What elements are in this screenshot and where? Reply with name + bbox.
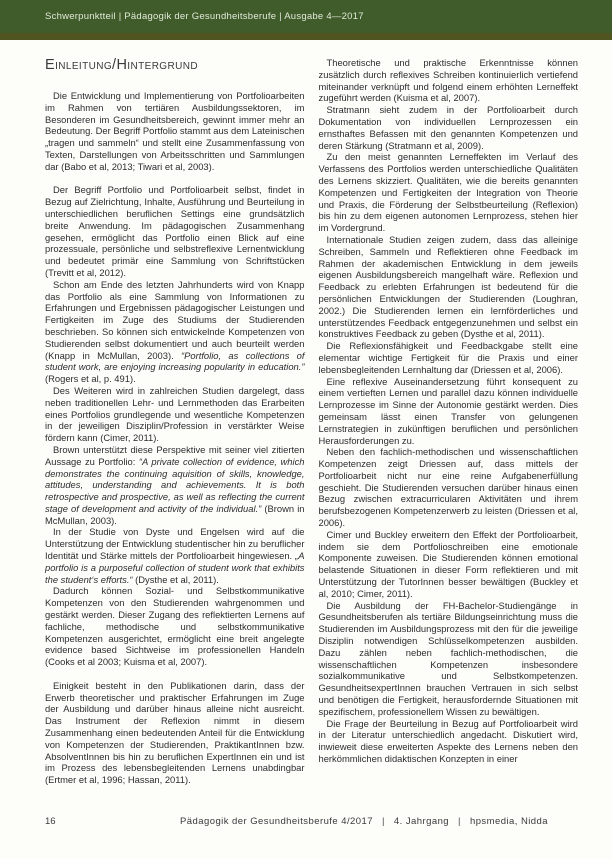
text-run: Brown unterstützt diese Perspektive mit seiner viel zitierten Aussage zu Portfolio:	[45, 443, 305, 467]
text-run: Einigkeit besteht in den Publikationen darin, dass der Erwerb theoretischer und praktischer Erfahrungen im Zuge der Ausbildung und darüber hinaus alleine nicht ausreicht. Das Instrument der Reflexion nimmt in diesem Zusammenhang einen bedeutenden Anteil für die Entwicklung von Kompetenzen der Studierenden, PraktikantInnen bzw. AbsolventInnen bis hin zu beruflichen ExpertInnen ein und ist im Prozess des lebensbegleitenden Lernens unabdingbar (Ertmer et al, 1996; Hassan, 2011).	[45, 679, 305, 786]
text-run: Die Reflexionsfähigkeit und Feedbackgabe stellt eine elementar wichtige Fertigkeit für die Praxis und einer lebensbegleitenden Lernhaltung dar (Driessen et al, 2006).	[318, 340, 578, 375]
section-heading: Einleitung/Hintergrund	[45, 57, 198, 73]
paragraph	[45, 385, 305, 444]
text-run: Die Frage der Beurteilung in Bezug auf Portfolioarbeit wird in der Literatur unterschiedlich angedacht. Diskutiert wird, inwieweit diese erweiterten Aspekte des Lernens neben den herkömmlichen didaktischen Konzepten in einer	[318, 717, 578, 765]
footer-separator: |	[458, 816, 461, 827]
paragraph	[319, 57, 579, 104]
paragraph	[319, 234, 579, 340]
text-run: Die Ausbildung der FH-Bachelor-Studiengänge in Gesundheitsberufen als tertiäre Bildungseinrichtung muss die Studierenden im Ausbildungsprozess mit den für die jeweilige Disziplin notwendigen Schlüsselkompetenzen ausbilden. Dazu zählen neben fachlich-methodischen, die wissenschaftlichen Kompetenzen insbesondere sozialkommunikative und Selbstkompetenzen. GesundheitsexpertInnen brauchen Vertrauen in sich selbst und benötigen die Fertigkeit, herausfordernde Situationen mit spezifischem, professionellem Wissen zu bewältigen.	[318, 599, 578, 717]
paragraph	[45, 585, 305, 668]
page-number: 16	[45, 816, 56, 827]
header-stripe	[0, 33, 612, 40]
paragraph	[45, 680, 305, 786]
text-run: (Brown in McMullan, 2003).	[45, 502, 305, 526]
paragraph	[319, 340, 579, 375]
text-run: In der Studie von Dyste und Engelsen wird auf die Unterstützung der Entwicklung studentischer hin zu beruflicher Identität und Stärke mittels der Portfolioarbeit hingewiesen.	[45, 526, 305, 562]
text-run: Internationale Studien zeigen zudem, dass das alleinige Schreiben, Sammeln und Reflektieren ohne Feedback im Rahmen der akademischen Entwicklung in dem jeweils eigenen Ausbildungsbereich mangelhaft wäre. Reflexion und Feedback zu erlebten Erfahrungen ist bedeutend für die persönlichen Entwicklungen der Studierenden (Loughran, 2002.) Die Studierenden lernen ein lernförderliches und unterstützendes Feedback entgegenzunehmen und selbst ein konstruktives Feedback zu geben (Dysthe et al, 2011).	[318, 233, 578, 340]
footer-volume: 4. Jahrgang	[393, 816, 450, 827]
paragraph	[319, 376, 579, 447]
text-run: (Dysthe et al, 2011).	[132, 573, 219, 585]
paragraph	[45, 90, 305, 173]
quote-run: „A portfolio is a purposeful collection of student work that exhibits the student‘s efforts.“	[45, 550, 305, 585]
footer-separator: |	[381, 816, 385, 827]
text-column-left	[45, 57, 305, 786]
quote-run: “Portfolio, as collections of student work, are enjoying increasing popularity in education.”	[45, 349, 305, 373]
text-run: Dadurch können Sozial- und Selbstkommunikative Kompetenzen von den Studierenden wahrgenommen und gestärkt werden. Dieser Zugang des reflektierten Lernens auf fachliche, methodische und selbstkommunikative Kompetenzen ausgerichtet, ermöglicht eine breit angelegte evidence based Sichtweise im professionellen Handeln (Cooks et al 2003; Kuisma et al, 2007).	[45, 585, 305, 668]
header-title: Schwerpunktteil | Pädagogik der Gesundheitsberufe | Ausgabe 4—2017	[45, 11, 364, 22]
text-run: Zu den meist genannten Lerneffekten im Verlauf des Verfassens des Portfolios werden unterschiedliche Qualitäten des Lernens skizziert. Qualitäten, wie die bereits genannten Kompetenzen und Fertigkeiten der Integration von Theorie und Praxis, die Förderung der Selbstbeurteilung (Reflexion) bis hin zu dem eigenen autonomen Lernprozess, stehen hier im Vordergrund.	[318, 151, 578, 234]
text-column-right	[319, 57, 579, 786]
paragraph	[319, 446, 579, 529]
text-run: Schon am Ende des letzten Jahrhunderts wird von Knapp das Portfolio als eine Sammlung von Informationen zu Erfahrungen und Ergebnissen pädagogischer Leistungen und Fertigkeiten im Zuge des Studiums der Studierenden beschrieben. So können sich entwickelnde Kompetenzen von Studierenden selbst dokumentiert und auch beurteilt werden (Knapp in McMullan, 2003).	[45, 278, 305, 361]
text-run: Theoretische und praktische Erkenntnisse können zusätzlich durch reflexives Schreiben kontinuierlich vertiefend miteinander verknüpft und folgend einem erhöhten Lerneffekt zugeführt werden (Kuisma et al, 2007).	[318, 57, 578, 104]
text-run: Eine reflexive Auseinandersetzung führt konsequent zu einem vertieften Lernen und parallel dazu können individuelle Lernprozesse im Sinne der Autonomie gestärkt werden. Dies gemeinsam lässt einen Transfer von gelungenen Lernstrategien in zukünftigen beruflichen und persönlichen Herausforderungen zu.	[318, 375, 578, 446]
footer-journal-title: Pädagogik der Gesundheitsberufe 4/2017	[180, 816, 373, 827]
article-body	[45, 57, 578, 786]
header-bar	[0, 0, 612, 33]
paragraph	[319, 104, 579, 151]
paragraph	[319, 718, 579, 765]
paragraph	[45, 526, 305, 585]
footer-publisher: hpsmedia, Nidda	[469, 816, 549, 827]
paragraph	[319, 600, 579, 718]
text-run: Cimer und Buckley erweitern den Effekt der Portfolioarbeit, indem sie dem Portfolioschreiben eine emotionale Komponente zuweisen. Die Studierenden können emotional belastende Situationen in dieser Form reflektieren und mit Unterstützung der TutorInnen besser bewältigen (Buckley et al, 2010; Cimer, 2011).	[318, 528, 578, 599]
text-run: Des Weiteren wird in zahlreichen Studien dargelegt, dass neben traditionellen Lehr- und Lernmethoden das Erarbeiten eines Portfolios grundlegende und wesentliche Kompetenzen in der jeweiligen Disziplin/Profession in verstärkter Weise fördern kann (Cimer, 2011).	[45, 384, 305, 444]
text-run: (Rogers et al, p. 491).	[45, 373, 136, 385]
paragraph	[319, 529, 579, 600]
paragraph	[45, 184, 305, 278]
text-run: Die Entwicklung und Implementierung von Portfolioarbeiten im Rahmen von tertiären Ausbildungssektoren, im Besonderen im Gesundheitsbereich, gewinnt immer mehr an Bedeutung. Der Begriff Portfolio stammt aus dem Lateinischen „tragen und sammeln“ und stellt eine Zusammenfassung von Texten, Darstellungen von Arbeitsschritten und Sammlungen dar (Babo et al, 2013; Tiwari et al, 2003).	[45, 90, 305, 172]
footer-journal-line	[180, 816, 548, 827]
paragraph	[45, 444, 305, 527]
text-run: Stratmann sieht zudem in der Portfolioarbeit durch Dokumentation von individuellen Lernprozessen ein ernsthaftes Befassen mit den genannten Kompetenzen und deren Stärkung (Stratmann et al, 2009).	[318, 104, 578, 151]
text-run: Der Begriff Portfolio und Portfolioarbeit selbst, findet in Bezug auf Zielrichtung, Inhalte, Ausführung und Beurteilung in unterschiedlichen beruflichen Settings eine grundsätzlich breite Anwendung. Im pädagogischen Zusammenhang gesehen, ermöglicht das Portfolio einen Blick auf eine prozessuale, persönliche und selbstreflexive Lernentwicklung und bedeutet primär eine Sammlung von Schriftstücken (Trevitt et al, 2012).	[45, 184, 305, 278]
text-run: Neben den fachlich-methodischen und wissenschaftlichen Kompetenzen zeigt Driessen auf, dass mittels der Portfolioarbeit nicht nur eine reine Aufgabenerfüllung geschieht. Die Studierenden versuchen darüber hinaus einen Bezug zwischen extracurricularen Aktivitäten und ihrem berufsbezogenen Kompetenzerwerb zu leisten (Driessen et al, 2006).	[318, 446, 578, 529]
quote-run: “A private collection of evidence, which demonstrates the continuing aquisition of skills, knowledge, attitudes, understanding and achievements. It is both retrospective and prospective, as well as reflecting the current stage of development and activity of the individual.”	[45, 455, 305, 514]
paragraph	[45, 279, 305, 385]
paragraph	[319, 151, 579, 234]
